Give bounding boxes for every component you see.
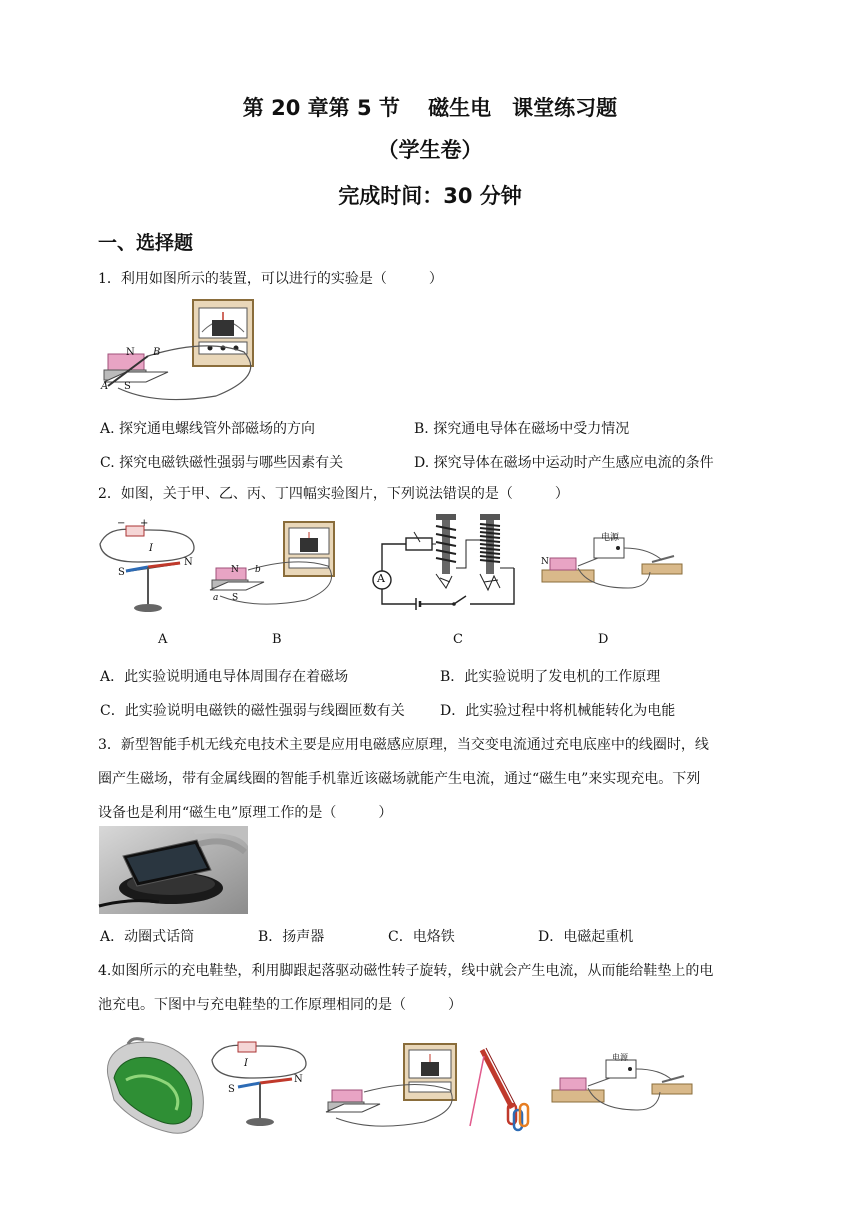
section-title: 一、选择题 — [98, 232, 194, 254]
q3-option-d[interactable]: D．电磁起重机 — [538, 929, 634, 945]
q4-figure-electromagnet-clips — [466, 1046, 538, 1136]
q2c-ammeter: A — [377, 572, 385, 585]
question-4-stem-line1: 4.如图所示的充电鞋垫，利用脚跟起落驱动磁性转子旋转，线中就会产生电流，从而能给鞋垫上的电 — [98, 963, 714, 979]
page-title: 第 20 章第 5 节 磁生电 课堂练习题 — [242, 96, 618, 120]
q3-option-b[interactable]: B．扬声器 — [258, 929, 325, 945]
q2a-plus: + — [140, 518, 149, 529]
question-3-stem-line2: 圈产生磁场，带有金属线圈的智能手机靠近该磁场就能产生电流，通过“磁生电”来实现充电。下列 — [98, 771, 701, 787]
q2-fig-label-d: D — [598, 632, 609, 647]
q4-figure-charging-insole — [104, 1036, 208, 1138]
q2d-power: 电源 — [601, 533, 620, 543]
q1-option-d[interactable]: D. 探究导体在磁场中运动时产生感应电流的条件 — [414, 455, 714, 471]
q2-option-a[interactable]: A．此实验说明通电导体周围存在着磁场 — [100, 669, 349, 685]
question-1-stem: 1．利用如图所示的装置，可以进行的实验是（ ） — [98, 271, 443, 287]
q3-option-c[interactable]: C．电烙铁 — [388, 929, 455, 945]
q1-label-n: N — [126, 347, 135, 358]
q3-option-a[interactable]: A．动圈式话筒 — [100, 929, 195, 945]
q3-photo-wireless-charger — [99, 826, 248, 914]
question-3-stem-line3: 设备也是利用“磁生电”原理工作的是（ ） — [98, 805, 393, 821]
q2b-s: S — [232, 593, 239, 603]
page-subtitle: （学生卷） — [377, 138, 483, 162]
q4-power-label: 电源 — [612, 1053, 628, 1062]
q2-option-d[interactable]: D．此实验过程中将机械能转化为电能 — [440, 703, 676, 719]
q2-fig-label-c: C — [453, 632, 463, 647]
q2-figure-b-galvanometer — [206, 520, 336, 612]
q2-figure-a-oersted — [98, 520, 198, 620]
q4-oersted-current: I — [244, 1058, 248, 1069]
question-3-stem-line1: 3．新型智能手机无线充电技术主要是应用电磁感应原理，当交变电流通过充电底座中的线圈时，线 — [98, 737, 709, 753]
q2a-s: S — [118, 567, 125, 578]
question-2-stem: 2．如图，关于甲、乙、丙、丁四幅实验图片，下列说法错误的是（ ） — [98, 486, 569, 502]
q4-figure-galvanometer — [320, 1042, 460, 1132]
q4-oersted-n: N — [294, 1074, 303, 1085]
q2d-n: N — [541, 557, 549, 567]
q2a-n: N — [184, 557, 193, 568]
q2-option-c[interactable]: C．此实验说明电磁铁的磁性强弱与线圈匝数有关 — [100, 703, 405, 719]
q2a-current: I — [149, 543, 153, 554]
q4-oersted-s: S — [228, 1084, 235, 1095]
q1-label-a: A — [101, 381, 109, 392]
q1-option-a[interactable]: A. 探究通电螺线管外部磁场的方向 — [100, 421, 316, 437]
completion-time: 完成时间：30 分钟 — [338, 184, 522, 208]
q1-option-c[interactable]: C. 探究电磁铁磁性强弱与哪些因素有关 — [100, 455, 344, 471]
q1-label-b: B — [153, 347, 161, 358]
q1-figure-galvanometer-apparatus — [96, 296, 266, 408]
q2b-b: b — [255, 565, 261, 575]
q1-label-s: S — [124, 381, 131, 392]
q2-option-b[interactable]: B．此实验说明了发电机的工作原理 — [440, 669, 661, 685]
q2-fig-label-b: B — [272, 632, 282, 647]
q2b-a: a — [213, 593, 219, 603]
q2-figure-c-electromagnets — [362, 512, 520, 612]
q1-option-b[interactable]: B. 探究通电导体在磁场中受力情况 — [414, 421, 630, 437]
q2b-n: N — [231, 565, 239, 575]
q2a-minus: − — [117, 518, 126, 529]
question-4-stem-line2: 池充电。下图中与充电鞋垫的工作原理相同的是（ ） — [98, 997, 462, 1013]
q2-fig-label-a: A — [158, 632, 168, 647]
